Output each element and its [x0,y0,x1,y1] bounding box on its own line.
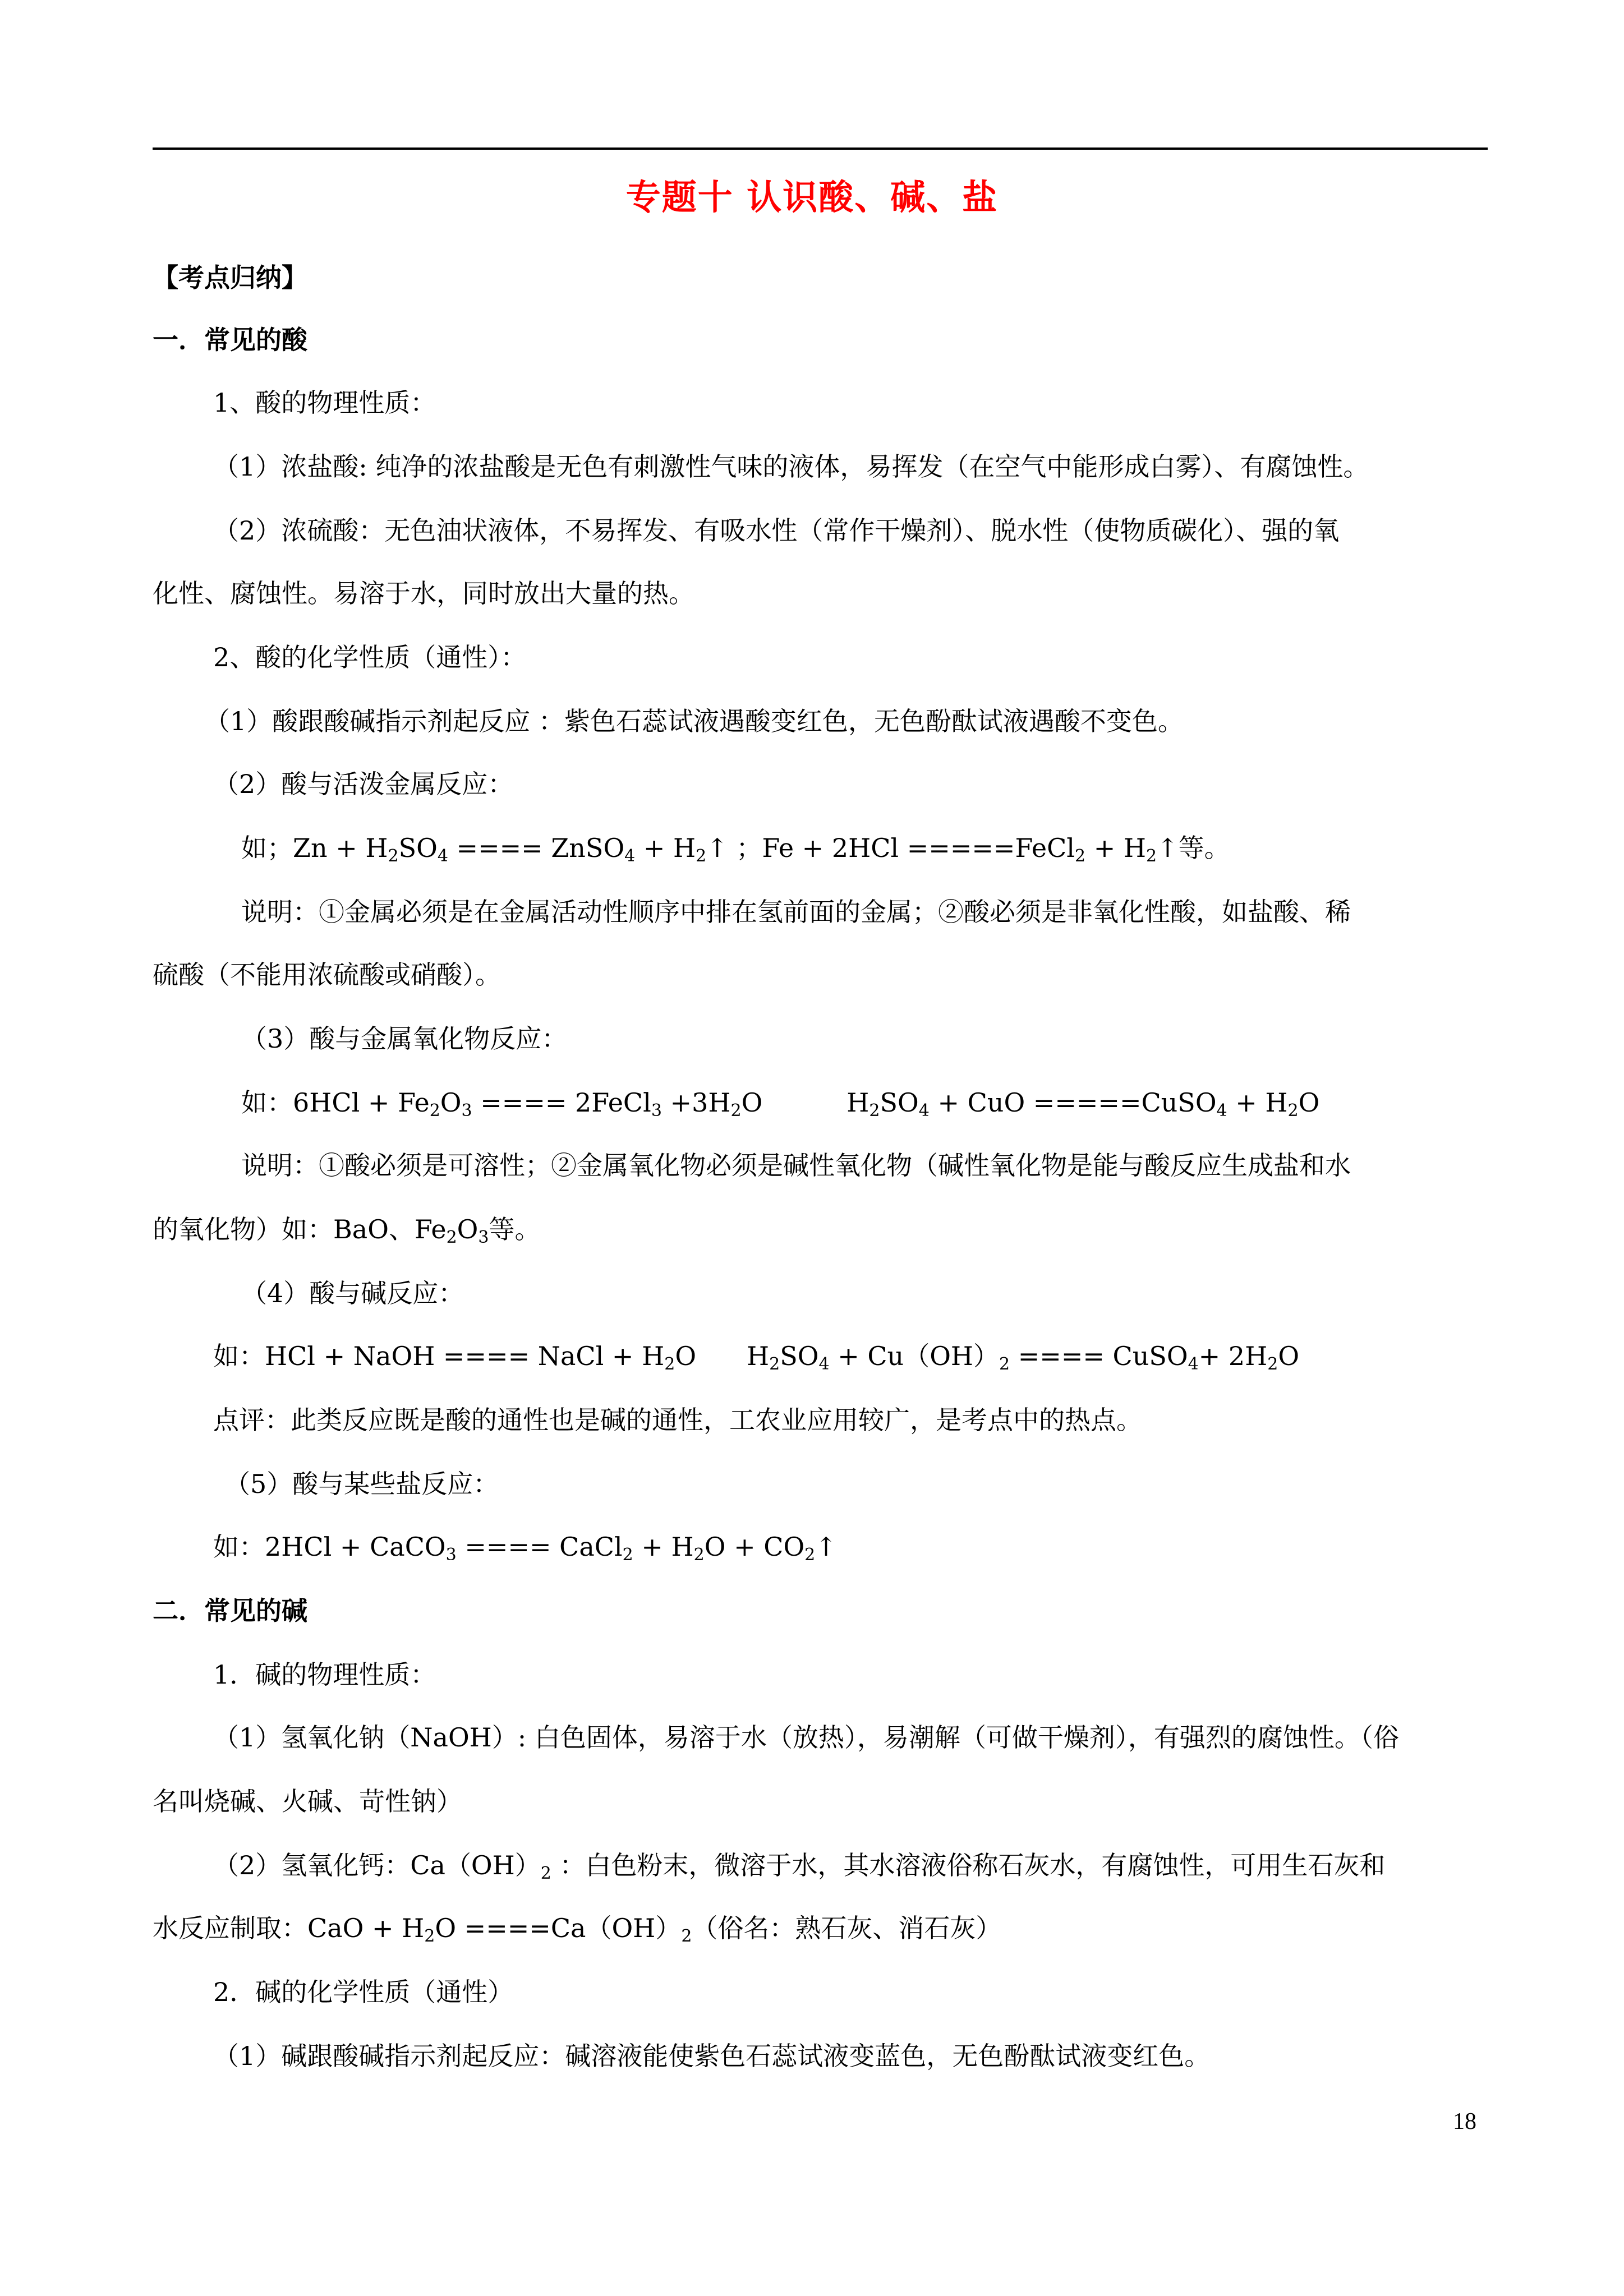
acid-oxide-equation: 如：$6HCl + Fe_2O_3$ ==== 2FeCl$_3$ $+3H_2O$ $H_2SO_4$ + CuO =====CuSO$_4$ + $H_2O$ [241,1087,1320,1121]
base-section-heading: 二．常见的碱 [153,1596,307,1626]
acid-oxide-note-line-2: 的氧化物）如：BaO、$Fe_2O_3$等。 [153,1214,541,1247]
acid-base-equation: 如：HCl + NaOH ==== NaCl + $H_2O$ $H_2SO_4 + Cu(OH)_2$ ==== CuSO$_4$+ $2H_2O$ [213,1341,1300,1374]
document-title: 专题十 认识酸、碱、盐 [625,177,999,218]
header-rule [153,147,1488,150]
page-number: 18 [1453,2109,1476,2134]
base-chemical-title: 2．碱的化学性质（通性） [213,1977,514,2007]
base-indicator-line: （1）碱跟酸碱指示剂起反应：碱溶液能使紫色石蕊试液变蓝色，无色酚酞试液变红色。 [213,2041,1211,2071]
acid-base-comment: 点评：此类反应既是酸的通性也是碱的通性，工农业应用较广，是考点中的热点。 [213,1405,1142,1435]
acid-base-title: （4）酸与碱反应： [241,1278,464,1308]
naoh-property-line-2: 名叫烧碱、火碱、苛性钠） [153,1786,462,1816]
acid-physical-title: 1、酸的物理性质： [213,388,436,418]
summary-heading: 【考点归纳】 [153,262,307,293]
acid-salt-title: （5）酸与某些盐反应： [224,1469,499,1499]
acid-salt-equation: 如：2HCl + CaCO$_3$ ==== CaCl$_2$ + $H_2O$ + $CO_2↑$ [213,1532,837,1565]
acid-metal-note-line-2: 硫酸（不能用浓硫酸或硝酸）。 [153,960,501,990]
acid-metal-title: （2）酸与活泼金属反应： [213,769,514,799]
caoh-property-line-2: 水反应制取：CaO + $H_2O ====Ca(OH)_2$（俗名：熟石灰、消石灰） [153,1913,1002,1946]
acid-metal-equation: 如；$Zn + H_2SO_4$ ==== ZnSO$_4$ + $H_2↑$ ；Fe + 2HCl =====FeCl$_2$ + $H_2↑$等。 [241,833,1230,866]
acid-oxide-title: （3）酸与金属氧化物反应： [241,1023,568,1054]
acid-section-heading: 一．常见的酸 [153,325,307,355]
acid-chemical-title: 2、酸的化学性质（通性）： [213,642,527,672]
acid-metal-note-line-1: 说明：①金属必须是在金属活动性顺序中排在氢前面的金属；②酸必须是非氧化性酸，如盐酸、稀 [241,897,1351,927]
caoh-property-line-1: （2）氢氧化钙：$Ca(OH)_2$ ：白色粉末，微溶于水，其水溶液俗称石灰水，有腐蚀性，可用生石灰和 [213,1850,1386,1883]
h2so4-property-line-1: （2）浓硫酸：无色油状液体，不易挥发、有吸水性（常作干燥剂）、脱水性（使物质碳化）、强的氧 [213,515,1340,546]
h2so4-property-line-2: 化性、腐蚀性。易溶于水，同时放出大量的热。 [153,578,694,608]
hcl-property-line: （1）浓盐酸: 纯净的浓盐酸是无色有刺激性气味的液体，易挥发（在空气中能形成白雾）、有腐蚀性。 [213,451,1369,482]
acid-indicator-line: （1）酸跟酸碱指示剂起反应 ：紫色石蕊试液遇酸变红色，无色酚酞试液遇酸不变色。 [204,706,1184,736]
acid-oxide-note-line-1: 说明：①酸必须是可溶性；②金属氧化物必须是碱性氧化物（碱性氧化物是能与酸反应生成盐和水 [241,1150,1351,1181]
base-physical-title: 1．碱的物理性质： [213,1659,436,1690]
naoh-property-line-1: （1）氢氧化钠（NaOH）: 白色固体，易溶于水（放热），易潮解（可做干燥剂），有强烈的腐蚀性。（俗 [213,1722,1399,1753]
